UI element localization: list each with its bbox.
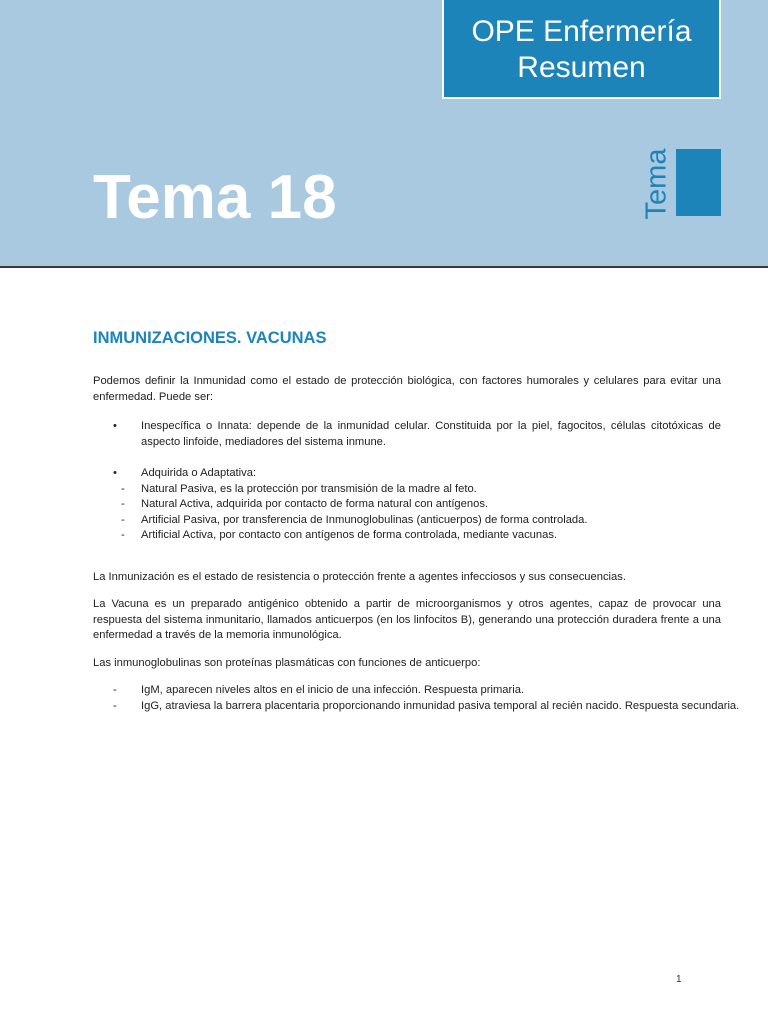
subitem-text: Artificial Pasiva, por transferencia de Inmunoglobulinas (anticuerpos) de forma controlada. — [141, 513, 588, 526]
chapter-title: Tema 18 — [93, 163, 337, 232]
list-item — [93, 699, 740, 715]
bullet-adaptive — [93, 466, 721, 482]
igg-text: IgG, atraviesa la barrera placentaria proporcionando inmunidad pasiva temporal al recién nacido. Respuesta secundaria. — [141, 699, 740, 712]
dash-mark: - — [113, 699, 117, 712]
course-badge — [442, 0, 721, 99]
list-item — [93, 482, 721, 498]
list-item — [93, 513, 721, 529]
vaccine-paragraph: La Vacuna es un preparado antigénico obtenido a partir de microorganismos y otros agentes, capaz de provocar una respuesta del sistema inmunitario, llamados anticuerpos (en los linfocitos B), generando una protección duradera frente a una enfermedad a través de la memoria inmunológica. — [93, 598, 721, 641]
immunization-paragraph: La Inmunización es el estado de resistencia o protección frente a agentes infecciosos y sus consecuencias. — [93, 570, 626, 583]
list-item — [93, 683, 721, 699]
bullet-innate — [93, 419, 721, 450]
dash-mark: - — [121, 482, 125, 495]
list-item — [93, 528, 721, 544]
dash-mark: - — [121, 498, 125, 510]
badge-line-2: Resumen — [517, 51, 646, 84]
section-title: INMUNIZACIONES. VACUNAS — [93, 329, 327, 347]
adaptive-sublist — [93, 482, 721, 544]
bullet-text: Inespecífica o Innata: depende de la inmunidad celular. Constituida por la piel, fagocitos, células citotóxicas de aspecto linfoide, mediadores del sistema inmune. — [141, 420, 721, 448]
subitem-text: Natural Activa, adquirida por contacto de forma natural con antígenos. — [141, 498, 489, 510]
dash-mark: - — [121, 529, 125, 541]
bullet-mark: • — [113, 467, 117, 479]
intro-paragraph: Podemos definir la Inmunidad como el estado de protección biológica, con factores humorales y celulares para evitar una enfermedad. Puede ser: — [93, 375, 721, 403]
badge-line-1: OPE Enfermería — [471, 15, 692, 48]
tema-accent-square — [676, 149, 721, 216]
document-body — [93, 374, 740, 714]
bullet-text: Adquirida o Adaptativa: — [141, 467, 257, 479]
vertical-tema-label — [640, 148, 674, 220]
vertical-tema-text: Tema — [640, 148, 673, 220]
dash-mark: - — [113, 684, 117, 696]
subitem-text: Artificial Activa, por contacto con antígenos de forma controlada, mediante vacunas. — [141, 529, 558, 541]
dash-mark: - — [121, 513, 125, 526]
list-item — [93, 497, 721, 513]
immunoglobulin-paragraph: Las inmunoglobulinas son proteínas plasmáticas con funciones de anticuerpo: — [93, 656, 481, 669]
bullet-mark: • — [113, 420, 117, 432]
page-number: 1 — [676, 974, 682, 985]
igm-text: IgM, aparecen niveles altos en el inicio de una infección. Respuesta primaria. — [141, 684, 525, 696]
subitem-text: Natural Pasiva, es la protección por transmisión de la madre al feto. — [141, 482, 477, 495]
